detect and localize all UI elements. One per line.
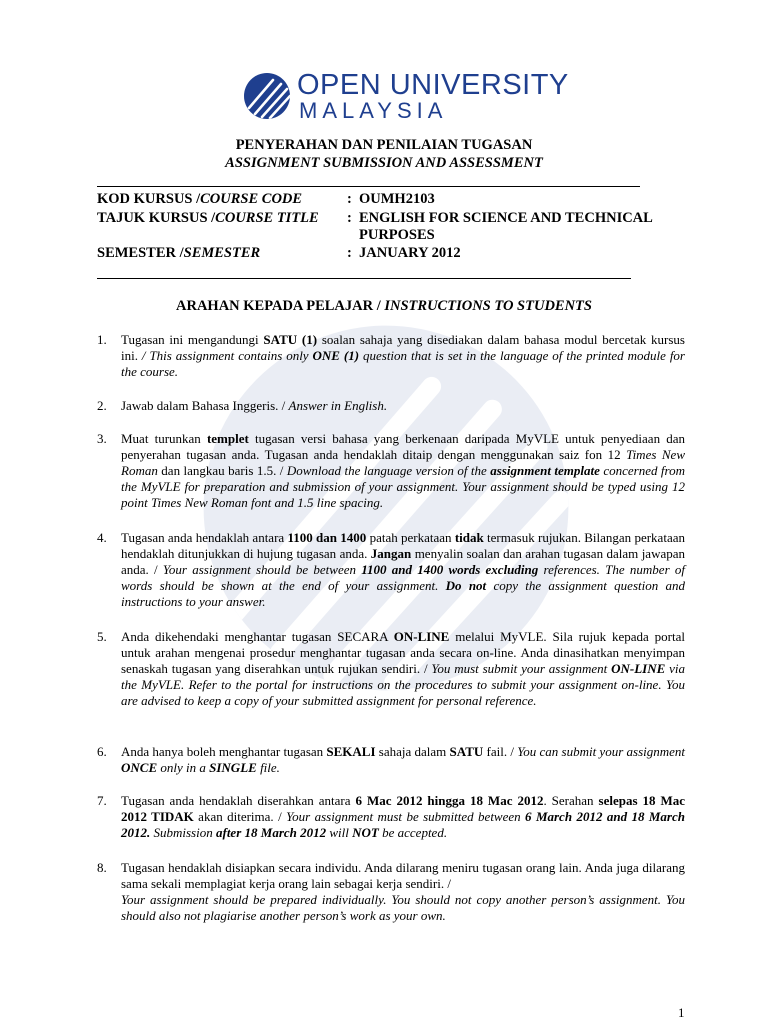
instruction-text (121, 744, 685, 776)
instruction-segment: termasuk rujukan. Bilangan perkataan hendaklah ditunjukkan di hujung tugasan anda. (121, 530, 685, 561)
instruction-segment: dan langkau baris 1.5. / (157, 463, 287, 478)
instruction-text (121, 332, 685, 380)
instruction-segment: / This assignment contains only (141, 348, 313, 363)
instruction-segment: ON-LINE (393, 629, 450, 644)
instruction-segment: Your assignment must be submitted between (286, 809, 526, 824)
course-code-label-malay: KOD KURSUS / (97, 191, 201, 207)
instruction-segment: Your assignment should be between (162, 562, 362, 577)
instruction-segment: Your assignment should be prepared individually. You should not copy another person’s assignment. You should also not plagiarise another person’s work as your own. (121, 892, 685, 923)
instruction-segment: fail. / (483, 744, 518, 759)
instruction-segment: Tugasan hendaklah disiapkan secara individu. Anda dilarang meniru tugasan orang lain. Anda juga dilarang sama sekali memplagiat kerja orang lain sebagai kerja sendiri. / (121, 860, 685, 891)
instruction-segment: SATU (449, 744, 484, 759)
instruction-segment: soalan sahaja yang disediakan dalam bahasa modul bercetak kursus ini. (121, 332, 685, 363)
instruction-segment: Tugasan anda hendaklah diserahkan antara (121, 793, 356, 808)
instruction-segment: via the MyVLE. Refer to the portal for instructions on the procedures to submit your assignment on-line. You are advised to keep a copy of your submitted assignment for personal reference. (121, 661, 685, 708)
instruction-segment: sahaja dalam (375, 744, 450, 759)
bottom-divider (97, 278, 631, 279)
instruction-segment: Submission (150, 825, 216, 840)
instruction-segment: SATU (1) (263, 332, 318, 347)
instruction-segment: Tugasan ini mengandungi (121, 332, 264, 347)
instruction-segment: Answer in English. (288, 398, 388, 413)
instruction-segment: assignment template (490, 463, 600, 478)
instruction-segment: patah perkataan (366, 530, 455, 545)
instruction-segment: tidak (454, 530, 484, 545)
semester-label-malay: SEMESTER / (97, 245, 184, 261)
instruction-segment: ON-LINE (611, 661, 666, 676)
instruction-segment: copy the assignment question and instructions to your answer. (121, 578, 686, 609)
instruction-segment: 1100 dan 1400 (287, 530, 367, 545)
item-number: 5. (97, 629, 107, 644)
instruction-segment: 6 March 2012 and 18 March 2012. (121, 809, 685, 840)
item-number: 1. (97, 332, 107, 347)
instruction-segment: SINGLE (209, 760, 257, 775)
instruction-segment: concerned from the MyVLE for preparation and submission of your assignment. Your assignment should be typed using 12 point Times New Roman font and 1.5 line spacing. (121, 463, 686, 510)
instruction-segment: will (326, 825, 353, 840)
colon: : (347, 210, 352, 226)
instructions-heading-malay: ARAHAN KEPADA PELAJAR / (176, 298, 381, 314)
instruction-segment: ONE (1) (312, 348, 360, 363)
instruction-segment: 6 Mac 2012 hingga 18 Mac 2012 (355, 793, 544, 808)
instruction-segment: You must submit your assignment (431, 661, 612, 676)
instruction-segment: SEKALI (326, 744, 376, 759)
instruction-segment: 1100 and 1400 words excluding (361, 562, 539, 577)
instruction-segment: Tugasan anda hendaklah antara (121, 530, 288, 545)
instruction-segment: melalui MyVLE. Sila rujuk kepada portal untuk arahan mengenai prosedur menghantar tugasan anda secara on-line. Anda dinasihatkan menyimpan senaskah tugasan yang diserahkan untuk rujukan sendiri. / (121, 629, 685, 676)
instruction-segment: after 18 March 2012 (215, 825, 327, 840)
item-number: 2. (97, 398, 107, 413)
instruction-text (121, 398, 685, 414)
semester-value: JANUARY 2012 (359, 245, 461, 261)
instruction-text (121, 860, 685, 924)
course-code-label-english: COURSE CODE (200, 191, 303, 207)
course-code-value: OUMH2103 (359, 191, 435, 207)
instructions-heading-english: INSTRUCTIONS TO STUDENTS (380, 298, 592, 314)
instruction-segment: NOT (352, 825, 379, 840)
instruction-segment: be accepted. (378, 825, 448, 840)
course-title-label-english: COURSE TITLE (215, 210, 319, 226)
item-number: 4. (97, 530, 107, 545)
instruction-segment: only in a (157, 760, 210, 775)
item-number: 7. (97, 793, 107, 808)
instruction-segment: akan diterima. / (193, 809, 287, 824)
instruction-segment: templet (206, 431, 249, 446)
top-divider (97, 186, 640, 187)
instruction-segment: Anda dikehendaki menghantar tugasan SECARA (121, 629, 394, 644)
course-title-label (97, 210, 319, 227)
semester-label (97, 245, 260, 262)
course-code-label (97, 191, 302, 208)
item-number: 8. (97, 860, 107, 875)
instruction-segment: Jangan (370, 546, 412, 561)
document-title-english: ASSIGNMENT SUBMISSION AND ASSESSMENT (225, 155, 543, 171)
instruction-segment: You can submit your assignment (517, 744, 686, 759)
university-logo (243, 69, 569, 123)
university-logo-icon (243, 72, 291, 120)
instruction-segment: selepas 18 Mac 2012 TIDAK (121, 793, 685, 824)
instruction-segment: Jawab dalam Bahasa Inggeris. / (121, 398, 289, 413)
item-number: 3. (97, 431, 107, 446)
logo-text-line2: MALAYSIA (299, 98, 448, 123)
instruction-segment: tugasan versi bahasa yang berkenaan daripada MyVLE untuk penyediaan dan penyerahan tugasan anda. Tugasan anda hendaklah ditaip dengan menggunakan saiz fon 12 (121, 431, 685, 462)
instruction-segment: Download the language version of the (286, 463, 491, 478)
instruction-segment: Times New Roman (121, 447, 685, 478)
logo-text-line1: OPEN UNIVERSITY (297, 69, 569, 101)
instruction-segment: question that is set in the language of the printed module for the course. (121, 348, 685, 379)
instruction-segment: . Serahan (543, 793, 599, 808)
instruction-segment: Muat turunkan (121, 431, 207, 446)
instruction-text (121, 629, 685, 709)
colon: : (347, 191, 352, 207)
course-title-label-malay: TAJUK KURSUS / (97, 210, 216, 226)
instruction-segment: ONCE (121, 760, 158, 775)
instruction-segment: file. (256, 760, 280, 775)
instructions-heading (0, 298, 768, 315)
document-title-malay: PENYERAHAN DAN PENILAIAN TUGASAN (235, 137, 533, 153)
instruction-segment: menyalin soalan dan arahan tugasan dalam jawapan anda. / (121, 546, 685, 577)
page-number: 1 (678, 1005, 685, 1020)
colon: : (347, 245, 352, 261)
course-title-value: ENGLISH FOR SCIENCE AND TECHNICAL PURPOSES (359, 210, 653, 243)
instruction-segment: Do not (445, 578, 487, 593)
item-number: 6. (97, 744, 107, 759)
semester-label-english: SEMESTER (183, 245, 261, 261)
instruction-text (121, 431, 685, 511)
instruction-text (121, 530, 685, 610)
instruction-segment: Anda hanya boleh menghantar tugasan (121, 744, 327, 759)
instruction-text (121, 793, 685, 841)
instruction-segment: references. The number of words should be shown at the end of your assignment. (121, 562, 685, 593)
